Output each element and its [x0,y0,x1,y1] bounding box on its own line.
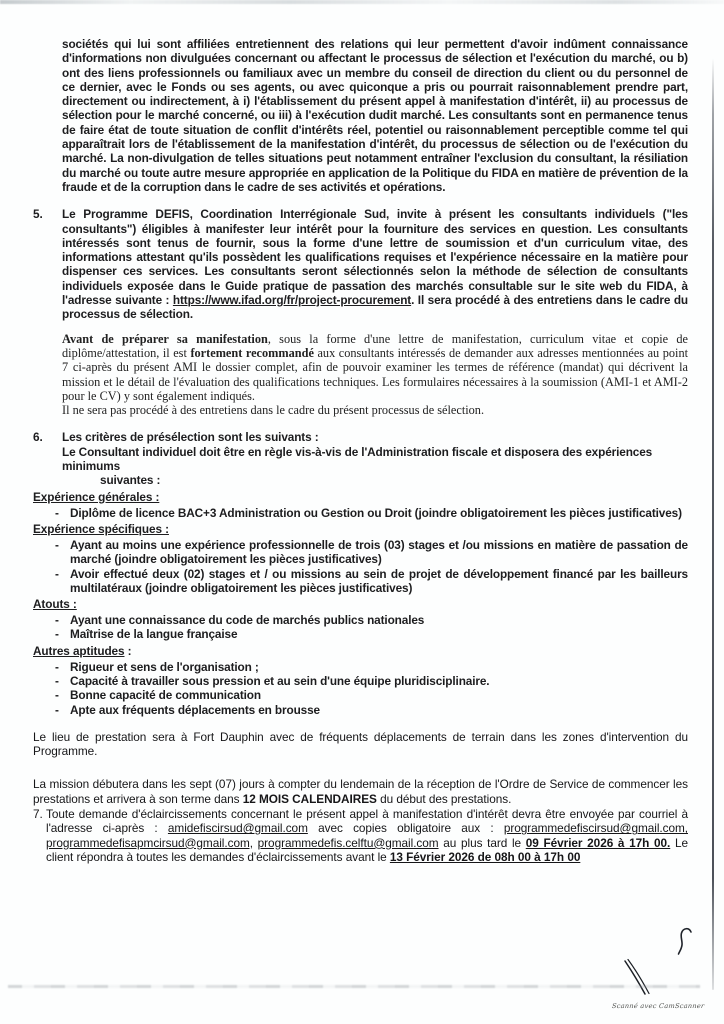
camscanner-watermark: Scanné avec CamScanner [611,1002,705,1010]
section-title-suffix: : [124,643,132,658]
paragraph-continuation-text: sociétés qui lui sont affiliées entretiennent des relations qui leur permettent d'avoir indûment connaissance d'informations non divulguées concernant ou affectant le processus de sélection et l'exécution du marché, ou b) ont des liens professionnels ou familiaux avec un membre du conseil de direction du client ou du personnel de ce dernier, avec le Fonds ou ses agents, ou avec quiconque a pris ou pourrait raisonnablement prendre part, directement ou indirectement, à i) l'établissement du présent appel à manifestation d'intérêt, ii) au processus de sélection pour le marché concerné, ou iii) à l'exécution dudit marché. Les consultants sont en permanence tenus de faire état de toute situation de conflit d'intérêts réel, potentiel ou raisonnablement perceptible comme tel qui apparaîtrait lors de l'établissement de la manifestation d'intérêt, du processus de sélection ou de l'exécution du marché. La non-divulgation de telles situations peut notamment entraîner l'exclusion du consultant, la résiliation du marché ou toute autre mesure appropriée en application de la Politique du FIDA en matière de prévention de la fraude et de la corruption dans le cadre de ses activités et opérations. [62,37,688,194]
bullet-item [33,703,688,717]
bullet-item [33,660,688,674]
advice-main [62,332,688,403]
bullet-text: Maîtrise de la langue française [70,627,238,642]
pen-mark-stroke-2 [628,960,649,994]
bullet-text: Bonne capacité de communication [70,688,261,703]
bullet-dash: - [55,613,59,628]
ifad-procurement-link: https://www.ifad.org/fr/project-procurement [172,293,412,308]
bullet-dash: - [55,688,59,703]
bullet-item [33,538,688,567]
bullet-item [33,688,688,702]
bullet-text: Diplôme de licence BAC+3 Administration ou Gestion ou Droit (joindre obligatoirement les pièces justificatives) [70,505,682,520]
criteria-sections [33,488,688,717]
item-5-text [62,207,688,321]
item-5-number: 5. [33,207,43,222]
bullet-dash: - [55,537,59,552]
section-title: Expérience spécifiques : [33,521,169,536]
bullet-text: Rigueur et sens de l'organisation ; [70,659,259,674]
item-6-number: 6. [33,430,43,445]
section-experience-generales [33,488,688,520]
text-run: La mission débutera dans les sept (07) jours à compter du lendemain de la réception de l'Ordre de Service de commencer les prestations et arrivera à son terme dans [33,777,688,806]
item-7-number: 7. [33,807,43,822]
section-title: Autres aptitudes [33,643,125,658]
text-run: du début des prestations. [376,791,512,806]
advice-paragraph [33,332,688,418]
text-run: Toute demande d'éclaircissements concernant le présent appel à manifestation d'intérêt devra être envoyée par courriel à l'adresse ci-après : [46,807,688,836]
bullet-item [33,674,688,688]
bullet-dash: - [55,673,59,688]
text-run: au plus tard le [438,835,526,850]
advice-text-block [62,332,688,418]
text-run: avec copies obligatoire aux : [307,821,504,836]
email-link-cc2: programmedefisapmcirsud@gmail.com, [46,835,253,850]
deadline-date-2: 13 Février 2026 de 08h 00 à 17h 00 [389,849,581,864]
criteria-line2: Le Consultant individuel doit être en règle vis-à-vis de l'Administration fiscale et disposera des expériences minimums [62,444,653,474]
advice-strong-bold: fortement recommandé [190,345,314,360]
deadline-date-1: 09 Février 2026 à 17h 00. [525,835,671,850]
bullet-text: Avoir effectué deux (02) stages et / ou missions au sein de projet de développement financé par les bailleurs multilatéraux (joindre obligatoirement les pièces justificatives) [70,566,688,595]
bullet-item [33,506,688,520]
text-run: , sous la forme d'une lettre de manifestation, curriculum vitae et copie de diplôme/attestation, il est [62,331,688,360]
section-atouts [33,595,688,642]
item-7-text [46,807,688,864]
text-run: aux consultants intéressés de demander aux adresses mentionnées au point 7 ci-après du présent AMI le dossier complet, afin de pouvoir examiner les termes de référence (mandat) qui décrivent la mission et le détail de l'évaluation des qualifications techniques. Les formulaires nécessaires à la soumission (AMI-1 et AMI-2 pour le CV) y sont également indiqués. [62,345,689,403]
item-6-text [62,430,688,487]
scan-top-edge-artifact [0,0,724,4]
list-item-5 [33,207,688,321]
document-content [33,37,688,864]
email-link-ami: amidefiscirsud@gmail.com [167,821,308,836]
text-run: . Il sera procédé à des entretiens dans le cadre du processus de sélection. [62,293,689,322]
bullet-item [33,627,688,641]
text-run: Le client répondra à toutes les demandes d'éclaircissements avant le [46,835,688,864]
scan-fold-streak [8,985,700,988]
bullet-item [33,567,688,596]
bullet-text: Ayant au moins une expérience professionnelle de trois (03) stages et /ou missions en matière de passation de marché (joindre obligatoirement les pièces justificatives) [70,537,688,567]
pen-mark-hook [679,929,692,954]
page-edge-scan-line [712,58,714,990]
bullet-text: Ayant une connaissance du code de marchés publics nationales [70,613,425,628]
paragraph-continuation [33,37,688,194]
list-item-7 [33,807,688,864]
section-title: Atouts : [33,597,77,612]
bullet-dash: - [55,505,59,520]
list-item-6 [33,430,688,487]
section-experience-specifiques [33,520,688,595]
handwritten-pen-marks [600,915,710,1005]
advice-lead-bold: Avant de préparer sa manifestation [62,331,268,346]
mission-paragraph [33,777,688,806]
text-run: Le Programme DEFIS, Coordination Interrégionale Sud, invite à présent les consultants individuels ("les consultants") éligibles à manifester leur intérêt pour la fourniture des services en question. Les consultants intéressés sont tenus de fournir, sous la forme d'une lettre de soumission et d'un curriculum vitae, des informations attestant qu'ils possèdent les qualifications requises et l'expérience nécessaire en la matière pour dispenser ces services. Les consultants seront sélectionnés selon la méthode de sélection de consultants individuels exposée dans le Guide pratique de passation des marchés consultable sur le site web du FIDA, à l'adresse suivante : [62,207,688,308]
section-title: Expérience générales : [33,489,160,504]
location-paragraph: Le lieu de prestation sera à Fort Dauphin avec de fréquents déplacements de terrain dans les zones d'intervention du Programme. [33,729,688,759]
bullet-dash: - [55,627,59,642]
bullet-item [33,613,688,627]
section-autres-aptitudes [33,642,688,717]
criteria-intro: Les critères de présélection sont les suivants : [62,430,319,445]
email-link-cc3: programmedefis.celftu@gmail.com [257,835,439,850]
criteria-line3: suivantes : [100,473,161,488]
advice-note: Il ne sera pas procédé à des entretiens dans le cadre du présent processus de sélection. [62,403,485,418]
email-link-cc1: programmedefiscirsud@gmail.com, [503,821,688,836]
bullet-dash: - [55,659,59,674]
bullet-text: Apte aux fréquents déplacements en brousse [70,702,320,717]
mission-duration-bold: 12 MOIS CALENDAIRES [242,791,377,806]
bullet-dash: - [55,566,59,581]
bullet-text: Capacité à travailler sous pression et au sein d'une équipe pluridisciplinaire. [70,673,490,688]
bullet-dash: - [55,702,59,717]
pen-mark-stroke-1 [625,961,645,994]
